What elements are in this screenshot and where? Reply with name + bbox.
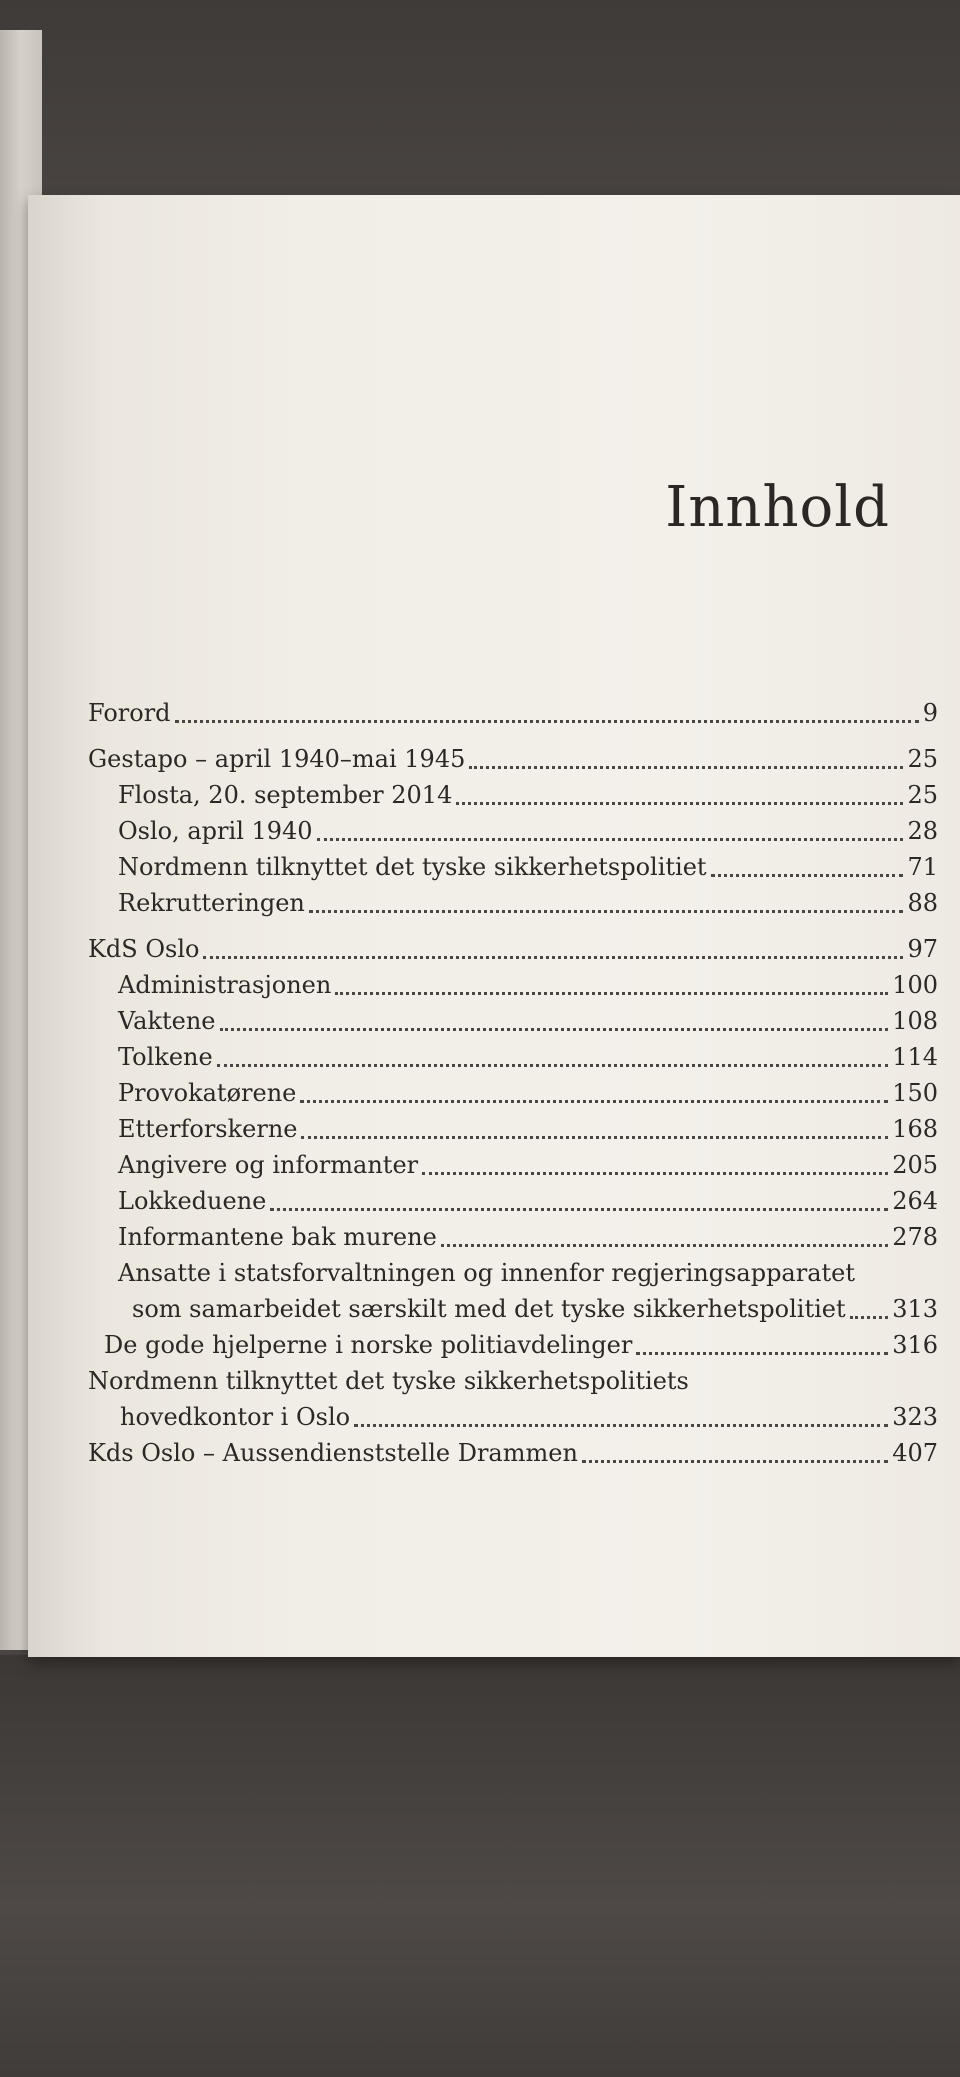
toc-entry-title: Nordmenn tilknyttet det tyske sikkerhetspolitiet (118, 853, 707, 881)
dot-leader (203, 956, 903, 959)
toc-entry-title: Nordmenn tilknyttet det tyske sikkerhetspolitiets (88, 1367, 689, 1395)
toc-entry-title: Rekrutteringen (118, 889, 305, 917)
toc-entry-administrasjonen (88, 967, 938, 1003)
toc-entry-title: Informantene bak murene (118, 1223, 437, 1251)
toc-entry-vaktene (88, 1003, 938, 1039)
toc-entry-page: 114 (892, 1043, 938, 1071)
toc-entry-gestapo (88, 741, 938, 777)
dot-leader (636, 1352, 888, 1355)
dot-leader (456, 802, 903, 805)
toc-entry-page: 316 (892, 1331, 938, 1359)
toc-entry-angivere (88, 1147, 938, 1183)
toc-entry-page: 264 (892, 1187, 938, 1215)
toc-entry-title-cont: hovedkontor i Oslo (120, 1403, 351, 1431)
toc-entry-etterforskerne (88, 1111, 938, 1147)
toc-entry-page: 100 (892, 971, 938, 999)
toc-entry-title: Flosta, 20. september 2014 (118, 781, 453, 809)
toc-entry-flosta (88, 777, 938, 813)
table-of-contents (88, 695, 938, 1471)
toc-entry-page: 25 (907, 781, 938, 809)
dot-leader (335, 992, 888, 995)
toc-entry-title: Administrasjonen (118, 971, 332, 999)
dot-leader (175, 720, 919, 723)
toc-entry-title: Tolkene (118, 1043, 213, 1071)
toc-entry-ansatte-line2 (88, 1291, 938, 1327)
toc-entry-title: Lokkeduene (118, 1187, 267, 1215)
toc-entry-title: Provokatørene (118, 1079, 297, 1107)
toc-entry-page: 150 (892, 1079, 938, 1107)
toc-entry-page: 9 (922, 699, 938, 727)
toc-entry-page: 28 (907, 817, 938, 845)
dot-leader (217, 1064, 889, 1067)
toc-entry-page: 278 (892, 1223, 938, 1251)
toc-entry-page: 88 (907, 889, 938, 917)
toc-entry-title: Gestapo – april 1940–mai 1945 (88, 745, 466, 773)
dot-leader (309, 910, 904, 913)
toc-entry-page: 323 (892, 1403, 938, 1431)
toc-entry-page: 97 (907, 935, 938, 963)
toc-entry-title: Ansatte i statsforvaltningen og innenfor regjeringsapparatet (118, 1259, 856, 1287)
toc-entry-page: 205 (892, 1151, 938, 1179)
toc-entry-page: 108 (892, 1007, 938, 1035)
dot-leader (270, 1208, 888, 1211)
toc-entry-title: Etterforskerne (118, 1115, 298, 1143)
toc-entry-title: Angivere og informanter (118, 1151, 419, 1179)
toc-entry-title: De gode hjelperne i norske politiavdelinger (104, 1331, 633, 1359)
toc-entry-hovedkontor-line2 (88, 1399, 938, 1435)
background-surface-bottom (0, 1655, 960, 2077)
toc-entry-informantene (88, 1219, 938, 1255)
dot-leader (354, 1424, 888, 1427)
dot-leader (469, 766, 903, 769)
toc-entry-lokkeduene (88, 1183, 938, 1219)
page-title: Innhold (665, 475, 890, 540)
toc-entry-nordmenn (88, 849, 938, 885)
dot-leader (441, 1244, 888, 1247)
dot-leader (301, 1136, 888, 1139)
toc-entry-gode-hjelperne (88, 1327, 938, 1363)
toc-entry-forord (88, 695, 938, 731)
toc-entry-hovedkontor-line1 (88, 1363, 938, 1399)
toc-entry-title: Oslo, april 1940 (118, 817, 313, 845)
toc-entry-title-cont: som samarbeidet særskilt med det tyske sikkerhetspolitiet (132, 1295, 846, 1323)
dot-leader (711, 874, 904, 877)
toc-entry-title: Kds Oslo – Aussendienststelle Drammen (88, 1439, 578, 1467)
toc-entry-provokatorene (88, 1075, 938, 1111)
dot-leader (422, 1172, 888, 1175)
toc-entry-page: 25 (907, 745, 938, 773)
toc-entry-page: 313 (892, 1295, 938, 1323)
toc-entry-tolkene (88, 1039, 938, 1075)
toc-entry-title: KdS Oslo (88, 935, 200, 963)
dot-leader (220, 1028, 889, 1031)
toc-entry-page: 407 (892, 1439, 938, 1467)
book-page (28, 195, 960, 1657)
dot-leader (300, 1100, 888, 1103)
dot-leader (850, 1316, 889, 1319)
toc-entry-oslo-april (88, 813, 938, 849)
toc-entry-kds-oslo (88, 931, 938, 967)
toc-entry-drammen (88, 1435, 938, 1471)
toc-entry-title: Forord (88, 699, 171, 727)
toc-entry-ansatte-line1 (88, 1255, 938, 1291)
toc-entry-page: 71 (907, 853, 938, 881)
dot-leader (317, 838, 904, 841)
toc-entry-page: 168 (892, 1115, 938, 1143)
toc-entry-rekrutteringen (88, 885, 938, 921)
toc-entry-title: Vaktene (118, 1007, 216, 1035)
dot-leader (582, 1460, 888, 1463)
